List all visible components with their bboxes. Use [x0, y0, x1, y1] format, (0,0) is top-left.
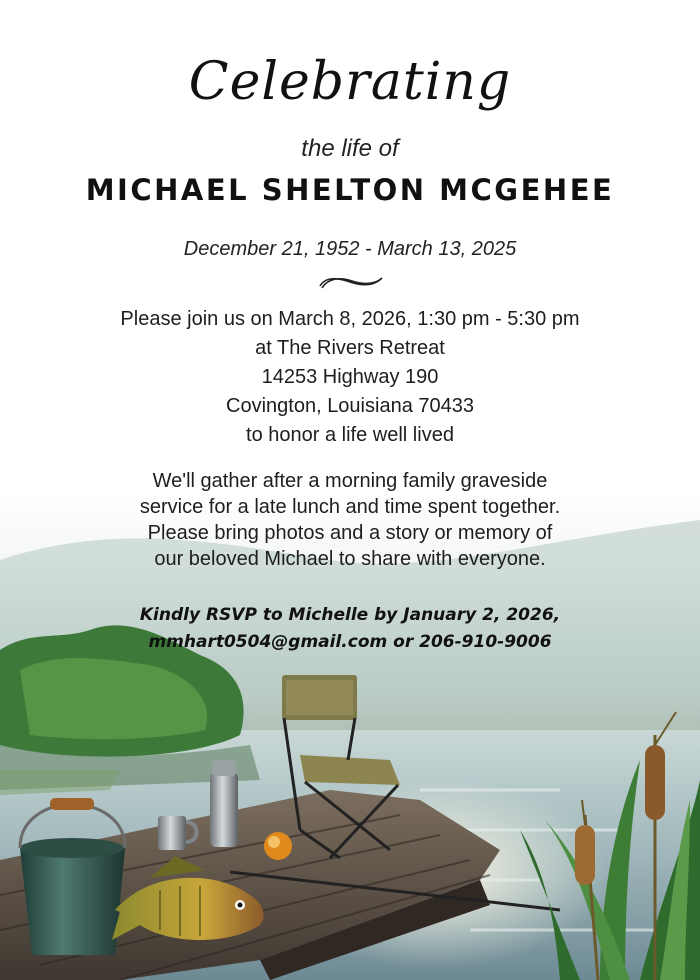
- gathering-line: service for a late lunch and time spent together.: [139, 496, 561, 518]
- gathering-line: We'll gather after a morning family graveside: [152, 470, 548, 492]
- rsvp-line: Kindly RSVP to Michelle by January 2, 2026,: [139, 605, 561, 625]
- event-details-line: at The Rivers Retreat: [255, 337, 445, 359]
- rsvp-contact-line[interactable]: mmhart0504@gmail.com or 206-910-9006: [148, 632, 552, 652]
- honoree-name: MICHAEL SHELTON MCGEHEE: [85, 173, 615, 207]
- thermos-icon: [210, 760, 238, 847]
- event-details: [0, 305, 700, 450]
- gathering-line: our beloved Michael to share with everyone.: [154, 548, 546, 570]
- life-dates: December 21, 1952 - March 13, 2025: [183, 238, 517, 260]
- event-details-line: to honor a life well lived: [246, 424, 454, 446]
- life-of-subheading: the life of: [301, 135, 399, 162]
- rsvp-info: [0, 602, 700, 656]
- celebrating-heading: Celebrating: [188, 52, 512, 112]
- event-details-line: 14253 Highway 190: [261, 366, 439, 388]
- gathering-message: [0, 468, 700, 572]
- swirl-divider-icon: [316, 272, 386, 292]
- gathering-line: Please bring photos and a story or memory of: [147, 522, 553, 544]
- event-details-line: Please join us on March 8, 2026, 1:30 pm - 5:30 pm: [120, 308, 580, 330]
- event-details-line: Covington, Louisiana 70433: [226, 395, 474, 417]
